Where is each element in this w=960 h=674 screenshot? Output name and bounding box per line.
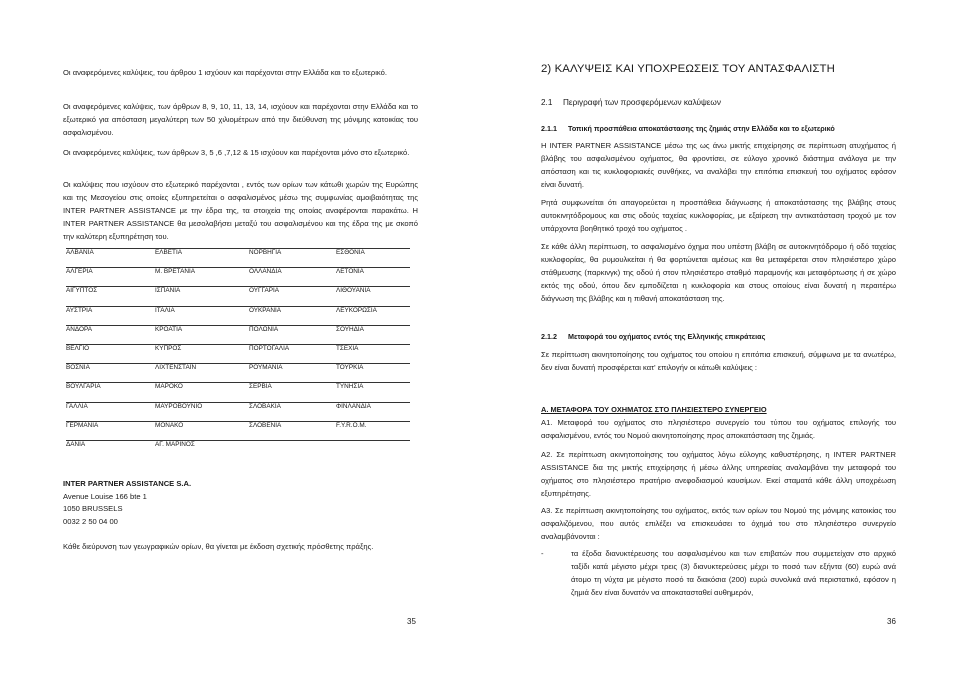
company-street: Avenue Louise 166 bte 1 [63, 491, 147, 501]
country-cell [249, 440, 336, 459]
country-cell: ΟΛΛΑΝΔΙΑ [249, 268, 336, 287]
subsection-2-1 [541, 98, 721, 107]
table-row [66, 440, 410, 459]
countries-table [66, 248, 410, 459]
country-cell: ΑΛΒΑΝΙΑ [66, 249, 155, 268]
left-paragraph-4: Οι καλύψεις που ισχύουν στο εξωτερικό παρέχονται , εντός των ορίων των κάτωθι χωρών της Ευρώπης και της Μεσογείου στις οποίες εξυπηρετείται ο ασφαλισμένος μέσω της συμφωνίας αμοιβαιότητας της INTER PARTNER ASSISTANCE με την έδρα της, τα στοιχεία της οποίας αναφέρονται παρακάτω. Η INTER PARTNER ASSISTANCE θα μεσολαβήσει μεταξύ του ασφαλισμένου και της έδρα της με σκοπό την καλύτερη εξυπηρέτηση του. [63, 180, 418, 241]
left-footer-note: Κάθε διεύρυνση των γεωγραφικών ορίων, θα γίνεται με έκδοση σχετικής πρόσθετης πράξης. [63, 542, 374, 551]
left-paragraph-3: Οι αναφερόμενες καλύψεις, των άρθρων 3, 5 ,6 ,7,12 & 15 ισχύουν και παρέχονται μόνο στο εξωτερικό. [63, 148, 410, 157]
right-paragraph-3: Σε κάθε άλλη περίπτωση, το ασφαλισμένο όχημα που υπέστη βλάβη σε αυτοκινητόδρομο ή οδό ταχείας κυκλοφορίας, θα ρυμουλκείται ή θα φορτώνεται αμέσως και θα μεταφέρεται στον πλησιέστερο χώρο στάθμευσης (παρκινγκ) της οδού ή στον πλησιέστερο σταθμό παραμονής και μεταφόρτωσης ή σε χώρο εκτός της οδού, όπου δεν εμποδίζεται η κυκλοφορία και στους οποίους είναι δυνατή η περαιτέρω διάγνωση της βλάβης και η πιθανή αποκατάσταση της. [541, 242, 896, 303]
country-cell: ΑΙΓΥΠΤΟΣ [66, 287, 155, 306]
table-row [66, 383, 410, 402]
page-number-right: 36 [887, 617, 896, 626]
country-cell: ΕΣΘΟΝΙΑ [336, 249, 410, 268]
table-row [66, 421, 410, 440]
subsection-2-1-number: 2.1 [541, 98, 553, 107]
country-cell: ΤΥΝΗΣΙΑ [336, 383, 410, 402]
left-paragraph-1: Οι αναφερόμενες καλύψεις, του άρθρου 1 ισχύουν και παρέχονται στην Ελλάδα και το εξωτερικό. [63, 68, 387, 77]
country-cell: ΤΣΕΧΙΑ [336, 344, 410, 363]
country-cell: ΛΙΘΟΥΑΝΙΑ [336, 287, 410, 306]
country-cell: ΑΥΣΤΡΙΑ [66, 306, 155, 325]
section-a-heading: Α. ΜΕΤΑΦΟΡΑ ΤΟΥ ΟΧΗΜΑΤΟΣ ΣΤΟ ΠΛΗΣΙΕΣΤΕΡΟ ΣΥΝΕΡΓΕΙΟ [541, 405, 767, 414]
subsection-2-1-title: Περιγραφή των προσφερόμενων καλύψεων [563, 98, 721, 107]
table-row [66, 364, 410, 383]
subsection-2-1-1-number: 2.1.1 [541, 124, 557, 133]
list-item [541, 547, 896, 599]
country-cell: ΙΣΠΑΝΙΑ [155, 287, 249, 306]
company-name: INTER PARTNER ASSISTANCE S.A. [63, 479, 192, 488]
country-cell: ΓΑΛΛΙΑ [66, 402, 155, 421]
country-cell: ΓΕΡΜΑΝΙΑ [66, 421, 155, 440]
country-cell: ΣΛΟΒΕΝΙΑ [249, 421, 336, 440]
right-paragraph-4: Σε περίπτωση ακινητοποίησης του οχήματος του οποίου η επιτόπια επισκευή, σύμφωνα με τα ανωτέρω, δεν είναι δυνατή προσφέρεται κατ' επιλογήν οι κάτωθι καλύψεις : [541, 350, 896, 372]
right-paragraph-2: Ρητά συμφωνείται ότι απαγορεύεται η προσπάθεια διάγνωσης ή αποκατάστασης της βλάβης στους αυτοκινητόδρομους και στις οδούς ταχείας κυκλοφορίας, με εξαίρεση την αντικατάσταση τροχού με τον υπάρχοντα βοηθητικό τροχό του οχήματος . [541, 198, 896, 233]
country-cell: ΛΕΤΟΝΙΑ [336, 268, 410, 287]
country-cell: ΜΑΡΟΚΟ [155, 383, 249, 402]
country-cell: ΛΕΥΚΟΡΩΣΙΑ [336, 306, 410, 325]
page-number-left: 35 [407, 617, 416, 626]
country-cell: ΚΡΟΑΤΙΑ [155, 325, 249, 344]
section-a1: Α1. Μεταφορά του οχήματος στο πλησιέστερο συνεργείο του τύπου του οχήματος επιλογής του ασφαλισμένου, εντός του Νομού ακινητοποίησης προς αποκατάσταση της ζημιάς. [541, 418, 896, 440]
subsection-2-1-1-title: Τοπική προσπάθεια αποκατάστασης της ζημιάς στην Ελλάδα και το εξωτερικό [568, 124, 835, 133]
country-cell: F.Y.R.O.M. [336, 421, 410, 440]
left-paragraph-2: Οι αναφερόμενες καλύψεις, των άρθρων 8, 9, 10, 11, 13, 14, ισχύουν και παρέχονται στην Ελλάδα και το εξωτερικό για απόσταση μεγαλύτερη των 50 χιλιομέτρων από την διεύθυνση της μόνιμης κατοικίας του ασφαλισμένου. [63, 102, 418, 137]
country-cell: ΤΟΥΡΚΙΑ [336, 364, 410, 383]
country-cell: ΛΙΧΤΕΝΣΤΑΪΝ [155, 364, 249, 383]
country-cell: ΜΟΝΑΚΟ [155, 421, 249, 440]
country-cell: ΦΙΝΛΑΝΔΙΑ [336, 402, 410, 421]
dash-bullet: - [541, 549, 544, 558]
country-cell: ΝΟΡΒΗΓΙΑ [249, 249, 336, 268]
country-cell: ΒΟΣΝΙΑ [66, 364, 155, 383]
country-cell: ΒΟΥΛΓΑΡΙΑ [66, 383, 155, 402]
country-cell: ΚΥΠΡΟΣ [155, 344, 249, 363]
country-cell: ΣΛΟΒΑΚΙΑ [249, 402, 336, 421]
country-cell: ΑΝΔΟΡΑ [66, 325, 155, 344]
table-row [66, 344, 410, 363]
country-cell: ΕΛΒΕΤΙΑ [155, 249, 249, 268]
right-paragraph-1: Η INTER PARTNER ASSISTANCE μέσω της ως άνω μικτής επιχείρησης σε περίπτωση ατυχήματος ή βλάβης του ασφαλισμένου οχήματος, θα φροντίσει, σε εύλογο χρονικό διάστημα ανάλογα με την απόσταση και τις κυκλοφοριακές συνθήκες, να αναλάβει την επιτόπια επισκευή του οχήματος εφόσον είναι δυνατή. [541, 141, 896, 189]
list-item-text: τα έξοδα διανυκτέρευσης του ασφαλισμένου και των επιβατών που συμμετείχαν στο αρχικό ταξίδι κατά μέγιστο μέχρι τρεις (3) διανυκτερεύσεις μέχρι το ποσό των εξήντα (60) ευρώ ανά άτομο τη νύχτα με μέγιστο ποσό τα διακόσια (200) ευρώ συνολικά ανά περιστατικό, εφόσον η ζημιά δεν είναι δυνατόν να αποκατασταθεί αυθημερόν, [571, 549, 896, 597]
country-cell: ΠΟΛΩΝΙΑ [249, 325, 336, 344]
company-phone: 0032 2 50 04 00 [63, 516, 118, 526]
country-cell: ΠΟΡΤΟΓΑΛΙΑ [249, 344, 336, 363]
section-a3: Α3. Σε περίπτωση ακινητοποίησης του οχήματος, εκτός των ορίων του Νομού της μόνιμης κατοικίας του ασφαλιζόμενου, που αυτός επιλέξει να επισκευάσει το όχημά του στο πλησιέστερο συνεργείο αναλαμβάνονται : [541, 506, 896, 541]
subsection-2-1-2-number: 2.1.2 [541, 332, 557, 341]
table-row [66, 306, 410, 325]
table-row [66, 402, 410, 421]
table-row [66, 268, 410, 287]
table-row [66, 325, 410, 344]
subsection-2-1-2 [541, 332, 765, 341]
country-cell: ΔΑΝΙΑ [66, 440, 155, 459]
section-a2: Α2. Σε περίπτωση ακινητοποίησης του οχήματος λόγω εύλογης καθυστέρησης, η INTER PARTNER ASSISTANCE δια της μικτής επιχείρησης ή μέσω άλλης υπηρεσίας αναλαμβάνει την μεταφορά του οχήματος στο πλησιέστερο πρατήριο ανεφοδιασμού καυσίμων. Εκεί σταματά κάθε άλλη υποχρέωση εξυπηρέτησης. [541, 450, 896, 498]
country-cell: ΑΛΓΕΡΙΑ [66, 268, 155, 287]
table-row [66, 287, 410, 306]
country-cell: ΣΟΥΗΔΙΑ [336, 325, 410, 344]
subsection-2-1-2-title: Μεταφορά του οχήματος εντός της Ελληνικής επικράτειας [568, 332, 766, 341]
country-cell: ΑΓ. ΜΑΡΙΝΟΣ [155, 440, 249, 459]
country-cell: ΟΥΓΓΑΡΙΑ [249, 287, 336, 306]
subsection-2-1-1 [541, 124, 835, 133]
company-address [63, 478, 363, 528]
section-heading: 2) ΚΑΛΥΨΕΙΣ ΚΑΙ ΥΠΟΧΡΕΩΣΕΙΣ ΤΟΥ ΑΝΤΑΣΦΑΛΙΣΤΗ [541, 63, 835, 75]
country-cell: ΜΑΥΡΟΒΟΥΝΙΟ [155, 402, 249, 421]
country-cell: ΙΤΑΛΙΑ [155, 306, 249, 325]
country-cell: ΡΟΥΜΑΝΙΑ [249, 364, 336, 383]
company-city: 1050 BRUSSELS [63, 504, 123, 513]
table-row [66, 249, 410, 268]
country-cell: Μ. ΒΡΕΤΑΝΙΑ [155, 268, 249, 287]
country-cell: ΒΕΛΓΙΟ [66, 344, 155, 363]
country-cell [336, 440, 410, 459]
coverage-list [541, 547, 896, 599]
country-cell: ΣΕΡΒΙΑ [249, 383, 336, 402]
country-cell: ΟΥΚΡΑΝΙΑ [249, 306, 336, 325]
